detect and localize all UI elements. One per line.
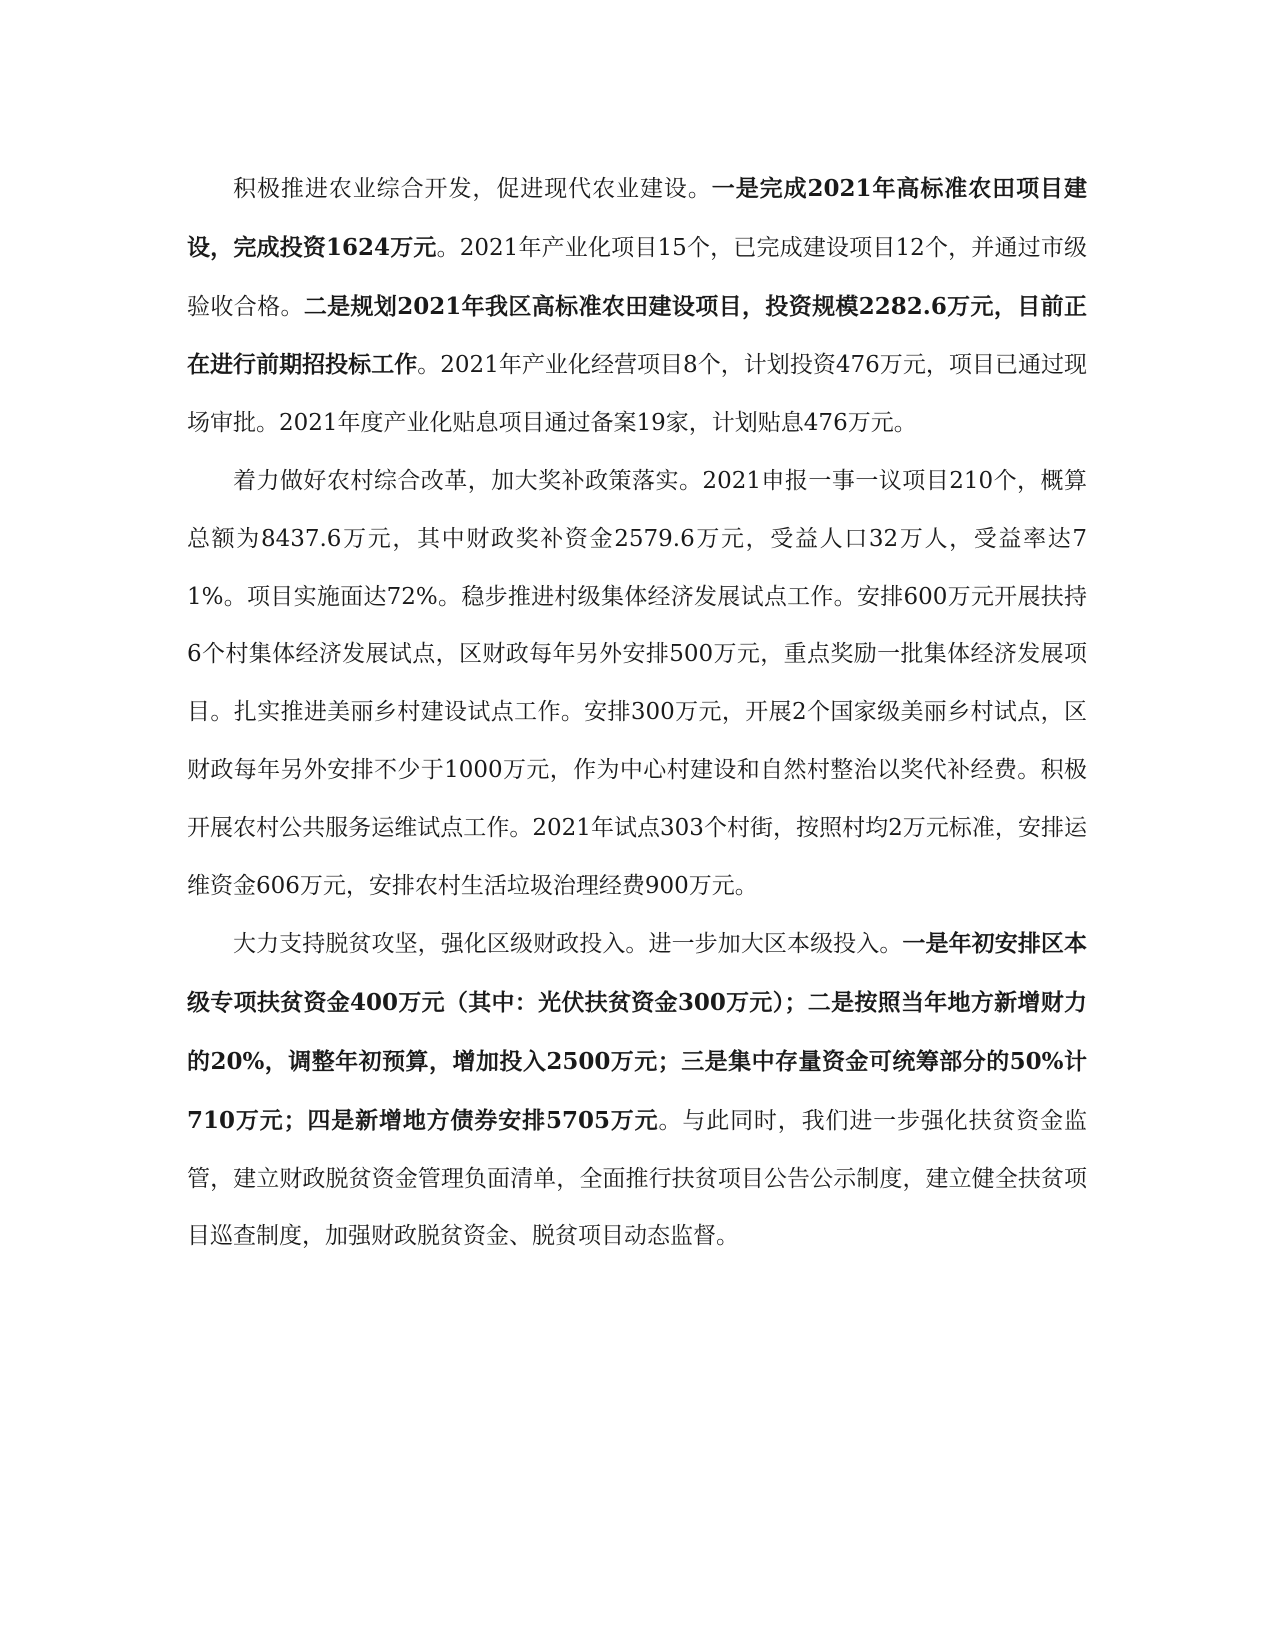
text-segment: 。与此同时，我们进一步强化扶贫资金监管，建立财政脱贫资金管理负面清单，全面推行扶贫项目公告公示制度，建立健全扶贫项目巡查制度，加强财政脱贫资金、脱贫项目动态监督。 (187, 1107, 1088, 1250)
text-segment: 。2021年产业化项目15个，已完成建设项目12个，并通过市级验收合格。 (187, 234, 1087, 320)
document-page (187, 160, 1087, 1266)
bold-text-segment: 一是完成2021年高标准农田项目建设，完成投资1624万元 (187, 175, 1088, 261)
text-segment: 着力做好农村综合改革，加大奖补政策落实。2021申报一事一议项目210个，概算总额为8437.6万元，其中财政奖补资金2579.6万元，受益人口32万人，受益率达71%。项目实施面达72%。稳步推进村级集体经济发展试点工作。安排600万元开展扶持6个村集体经济发展试点，区财政每年另外安排500万元，重点奖励一批集体经济发展项目。扎实推进美丽乡村建设试点工作。安排300万元，开展2个国家级美丽乡村试点，区财政每年另外安排不少于1000万元，作为中心村建设和自然村整治以奖代补经费。积极开展农村公共服务运维试点工作。2021年试点303个村街，按照村均2万元标准，安排运维资金606万元，安排农村生活垃圾治理经费900万元。 (187, 467, 1087, 899)
text-segment: 大力支持脱贫攻坚，强化区级财政投入。进一步加大区本级投入。 (233, 931, 903, 958)
paragraph-poverty-alleviation (187, 915, 1087, 1266)
paragraph-agriculture-development (187, 160, 1087, 453)
text-segment: 。2021年产业化经营项目8个，计划投资476万元，项目已通过现场审批。2021年度产业化贴息项目通过备案19家，计划贴息476万元。 (187, 352, 1087, 437)
paragraph-rural-reform (187, 453, 1087, 915)
bold-text-segment: 二是规划2021年我区高标准农田建设项目，投资规模2282.6万元，目前正在进行前期招投标工作 (187, 292, 1087, 379)
text-segment: 积极推进农业综合开发，促进现代农业建设。 (233, 176, 712, 202)
bold-text-segment: 一是年初安排区本级专项扶贫资金400万元（其中：光伏扶贫资金300万元）；二是按照当年地方新增财力的20%，调整年初预算，增加投入2500万元；三是集中存量资金可统筹部分的50%计710万元；四是新增地方债券安排5705万元 (187, 930, 1088, 1134)
